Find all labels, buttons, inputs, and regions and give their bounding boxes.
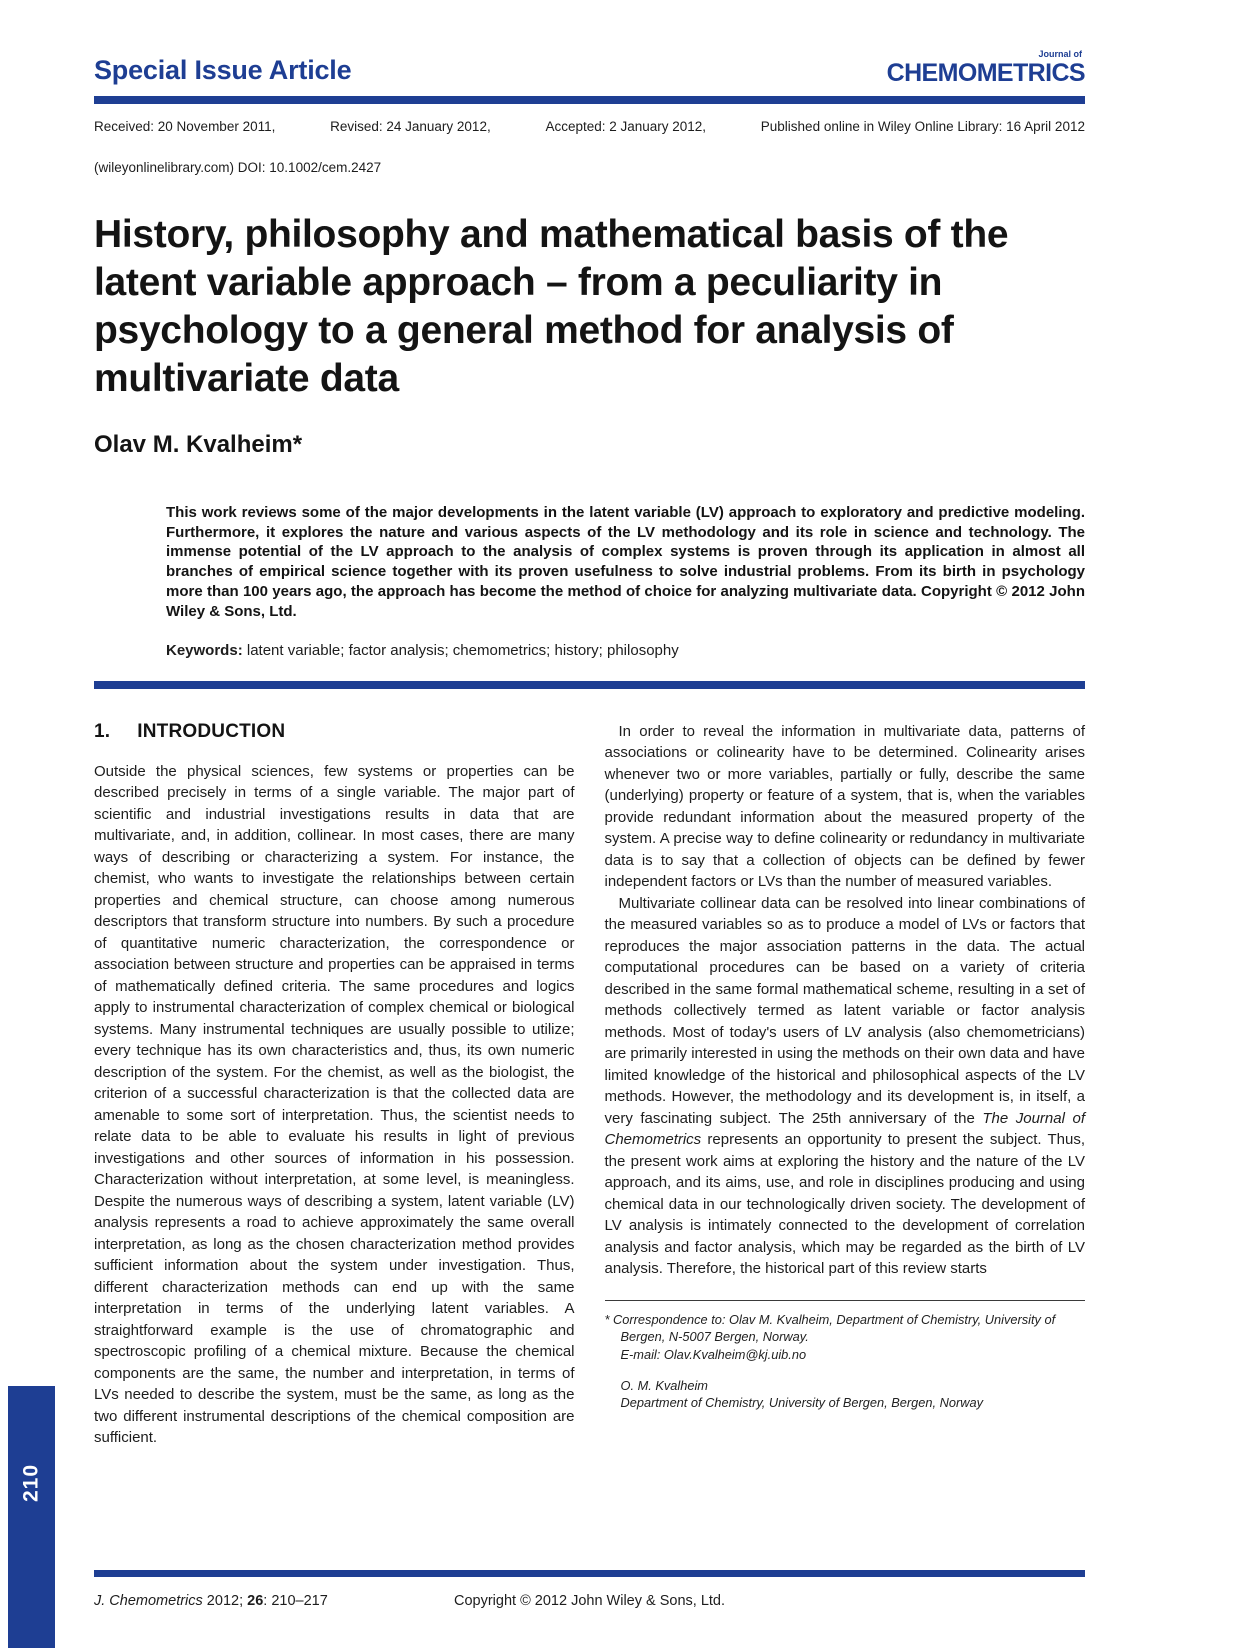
copyright-text: Copyright © 2012 John Wiley & Sons, Ltd. — [453, 1593, 726, 1609]
footnote-author-block — [605, 1377, 1086, 1411]
right-paragraph-1: In order to reveal the information in multivariate data, patterns of associations or colinearity have to be determined. Colinearity arises whenever two or more variables, partially or fully, describe the same (underlying) property or feature of a system, that is, when the variables provide redundant information about the measured property of the system. A precise way to define colinearity or redundancy in multivariate data is to say that a collection of objects can be defined by fewer independent factors or LVs than the number of measured variables. — [604, 722, 1085, 891]
footer — [94, 1570, 1085, 1609]
footnote-email: E-mail: Olav.Kvalheim@kj.uib.no — [620, 1346, 807, 1362]
article-type-label: Special Issue Article — [94, 55, 352, 85]
revised-date: Revised: 24 January 2012, — [330, 119, 491, 134]
right-column — [605, 721, 1086, 1449]
page-number: 210 — [19, 1463, 43, 1503]
section-title: INTRODUCTION — [137, 720, 286, 742]
intro-paragraph: Outside the physical sciences, few systems or properties can be described precisely in terms of a single variable. The major part of scientific and industrial investigations results in data that are multivariate, and, in addition, collinear. In most cases, there are many ways of describing or characterizing a system. For instance, the chemist, who wants to investigate the relationships between certain properties and chemical structure, can choose among numerous descriptors that transform structure into numbers. By such a procedure of quantitative numeric characterization, the correspondence or association between structure and properties can be appraised in terms of mathematically defined criteria. The same procedures and logics apply to instrumental characterization of complex chemical or biological systems. Many instrumental techniques are usually possible to utilize; every technique has its own characteristics and, thus, its own numeric description of the system. For the chemist, as well as the biologist, the criterion of a successful characterization is that the collected data are amenable to some sort of interpretation. Thus, the scientist needs to relate data to be able to evaluate his results in light of previous investigations and other sources of information in his possession. Characterization without interpretation, at some level, is meaningless. Despite the numerous ways of describing a system, latent variable (LV) analysis represents a road to achieve approximately the same overall interpretation, as long as the chosen characterization method provides sufficient information about the system under investigation. Thus, different characterization methods can end up with the same interpretation in terms of the underlying latent variables. A straightforward example is the use of chromatographic and spectroscopic profiling of a chemical mixture. Because the chemical components are the same, the number and interpretation, in terms of LVs needed to describe the system, must be the same, as long as the two different instrumental descriptions of the chemical composition are sufficient. — [94, 762, 575, 1447]
main-columns — [94, 721, 1085, 1449]
journal-logo — [887, 50, 1085, 86]
footnote-marker: * — [604, 1311, 610, 1327]
journal-logo-name: CHEMOMETRICS — [886, 59, 1085, 87]
footnote-author-name: O. M. Kvalheim — [620, 1377, 708, 1393]
keywords-line — [166, 642, 1085, 659]
footer-rule — [94, 1570, 1085, 1577]
keywords-label: Keywords: — [166, 641, 243, 659]
correspondence-note — [605, 1311, 1086, 1345]
right-paragraph-2 — [605, 893, 1086, 1280]
dates-row — [94, 119, 1085, 134]
correspondence-text: Correspondence to: Olav M. Kvalheim, Department of Chemistry, University of Bergen, N-5007 Bergen, Norway. — [613, 1311, 1056, 1344]
footer-row — [94, 1593, 1085, 1609]
page-number-tab — [8, 1386, 55, 1648]
right-paragraph-2-start: Multivariate collinear data can be resolved into linear combinations of the measured variables so as to produce a model of LVs or factors that reproduces the major association patterns in the data. The actual computational procedures can be based on a variety of criteria described in the same formal mathematical scheme, resulting in a set of methods collectively termed as latent variable or factor analysis methods. Most of today's users of LV analysis (also chemometricians) are primarily interested in using the methods on their own data and have limited knowledge of the historical and philosophical aspects of the LV methods. However, the methodology and its development is, in itself, a very fascinating subject. The 25th anniversary of the — [604, 894, 1085, 1127]
author-name: Olav M. Kvalheim* — [94, 430, 303, 458]
section-heading — [94, 721, 575, 743]
keywords-text: latent variable; factor analysis; chemometrics; history; philosophy — [246, 641, 679, 659]
received-date: Received: 20 November 2011, — [94, 119, 276, 134]
accepted-date: Accepted: 2 January 2012, — [545, 119, 707, 134]
footnote-affiliation: Department of Chemistry, University of Bergen, Bergen, Norway — [620, 1394, 983, 1410]
abstract-text: This work reviews some of the major developments in the latent variable (LV) approach to exploratory and predictive modeling. Furthermore, it explores the nature and various aspects of the LV methodology and its role in science and technology. The immense potential of the LV approach to the analysis of complex systems is proven through its application in almost all branches of empirical science together with its proven usefulness to solve industrial problems. From its birth in psychology more than 100 years ago, the approach has become the method of choice for analyzing multivariate data. Copyright © 2012 John Wiley & Sons, Ltd. — [166, 503, 1085, 620]
doi-line: (wileyonlinelibrary.com) DOI: 10.1002/cem.2427 — [94, 160, 382, 175]
published-date: Published online in Wiley Online Library: 16 April 2012 — [760, 119, 1085, 134]
citation-year: 2012; — [202, 1593, 248, 1609]
citation-volume: 26 — [247, 1593, 264, 1609]
citation-pages: : 210–217 — [263, 1593, 328, 1609]
journal-title-italic: The Journal of Chemometrics — [604, 1109, 1086, 1149]
citation-journal: J. Chemometrics — [94, 1593, 203, 1609]
right-paragraph-2-end: represents an opportunity to present the subject. Thus, the present work aims at exploring the history and the nature of the LV approach, and its aims, use, and role in disciplines producing and using chemical data in our technologically driven society. The development of LV analysis is intimately connected to the development of correlation analysis and factor analysis, which may be regarded as the birth of LV analysis. Therefore, the historical part of this review starts — [604, 1131, 1085, 1278]
divider-rule — [94, 681, 1085, 689]
left-column — [94, 721, 575, 1449]
article-title: History, philosophy and mathematical basis of the latent variable approach – from a peculiarity in psychology to a general method for analysis of multivariate data — [94, 213, 1009, 400]
header-rule — [94, 96, 1085, 104]
header — [94, 50, 1085, 86]
footnote-block — [605, 1300, 1086, 1411]
section-number: 1. — [94, 720, 111, 742]
journal-logo-smalltext: Journal of — [1038, 49, 1082, 59]
